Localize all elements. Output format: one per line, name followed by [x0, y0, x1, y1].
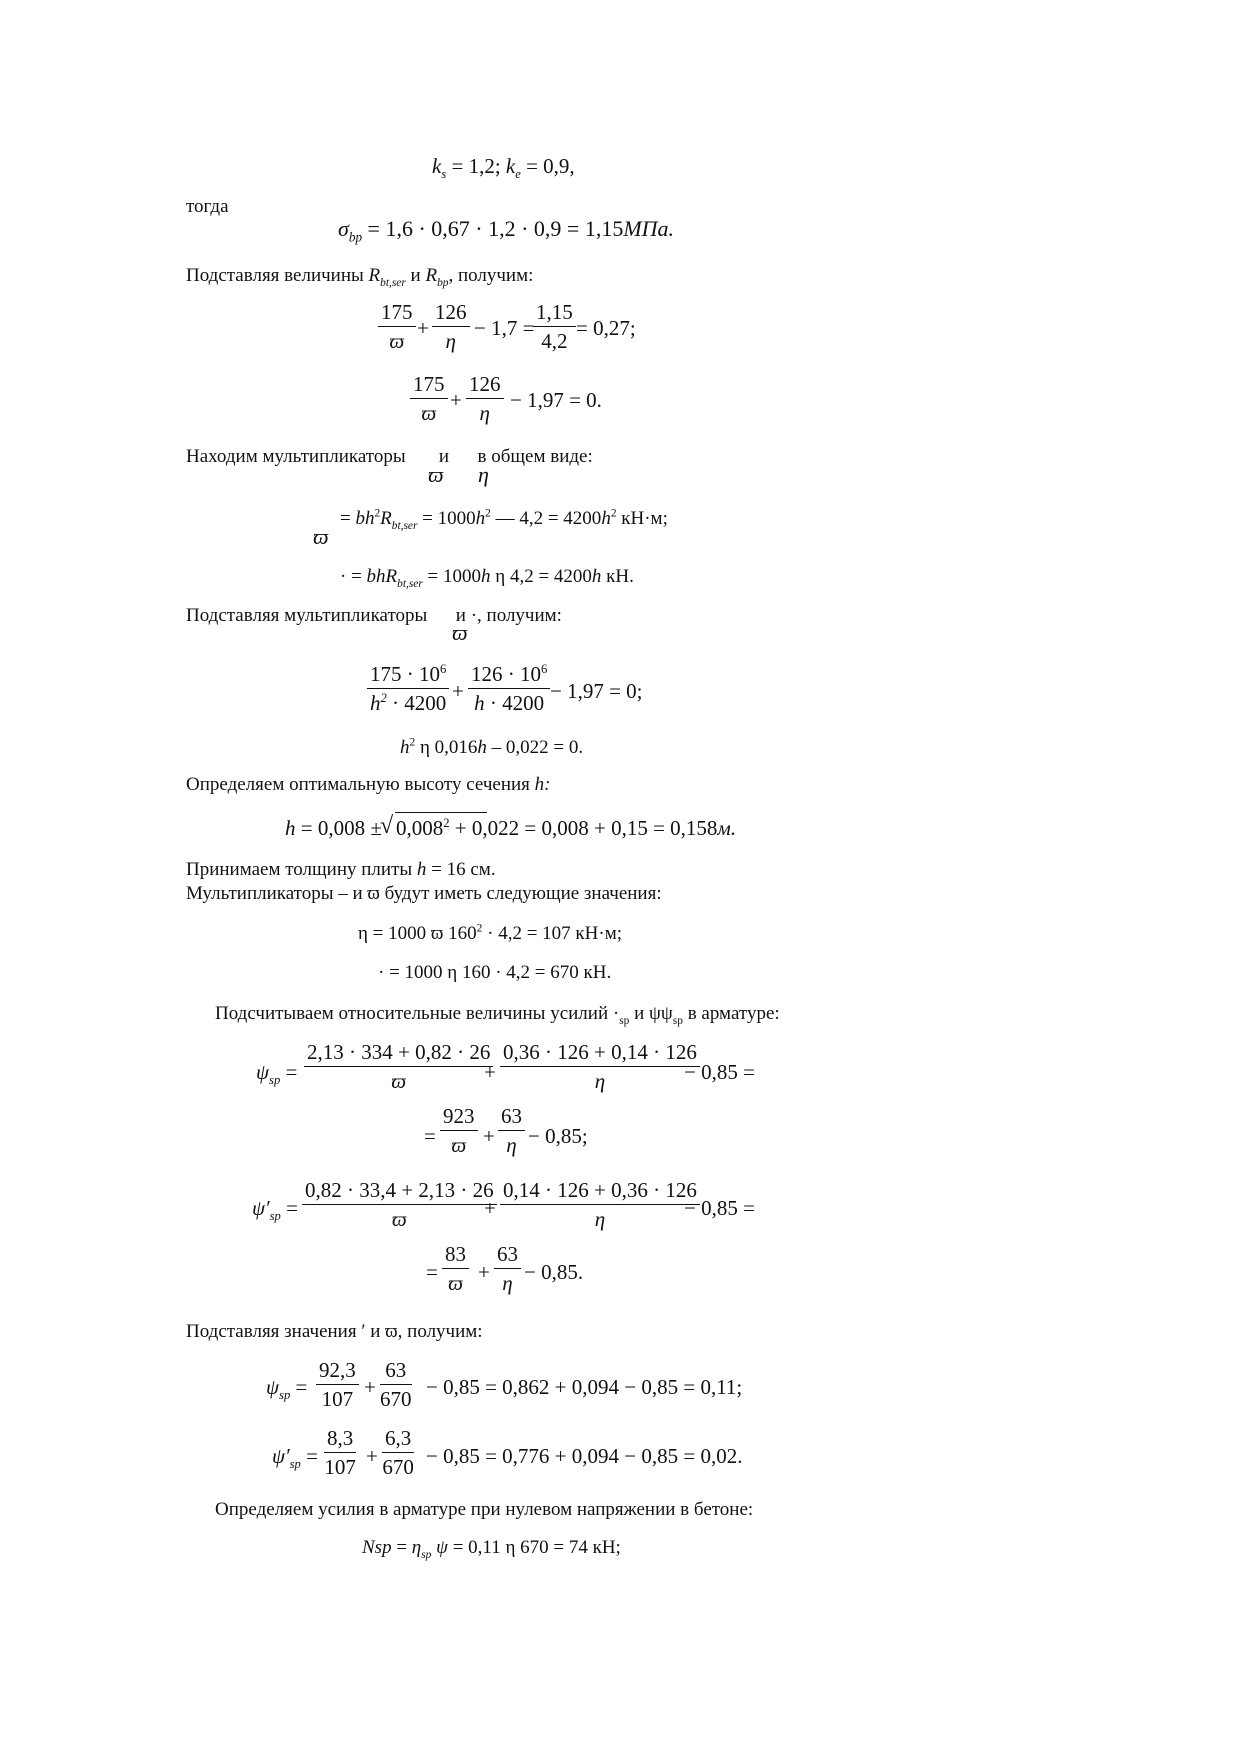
- text-togda: тогда: [186, 196, 229, 217]
- symbol-varpi: ϖ: [313, 524, 329, 549]
- text-prinim: Принимаем толщину плиты h = 16 см.: [186, 859, 496, 880]
- symbol-eta: η: [478, 462, 489, 487]
- text-opt-height: Определяем оптимальную высоту сечения h:: [186, 774, 551, 795]
- symbol-varpi: ϖ: [428, 462, 444, 487]
- formula-mult1: = $bh^2R_{bt,ser} = 1000h^2$ — $4,2 = 4200h^2$ кН·м;: [340, 507, 668, 532]
- formula-val2: · = 1000 η 160 · 4,2 = 670 кН.: [378, 962, 612, 983]
- formula-eq4: $h^2$ η 0,016h – 0,022 = 0.: [400, 736, 584, 758]
- formula-val1: η = 1000 ϖ $160^2 \cdot 4,2 = 107$ кН·м;: [358, 922, 622, 944]
- symbol-varpi: ϖ: [452, 620, 468, 645]
- formula-sigma-bp: $\sigma_{bp} = 1,6 \cdot 0,67 \cdot 1,2 \cdot 0,9 = 1,15МПа$.: [338, 216, 675, 245]
- text-podschit: Подсчитываем относительные величины усилий $\cdot_{sp}$ и $\psi\psi_{sp}$ в арматуре:: [215, 1003, 780, 1027]
- formula-nsp: Nsp = $\eta_{sp}$ ψ = 0,11 η 670 = 74 кН;: [362, 1537, 621, 1561]
- text-opr-usil: Определяем усилия в арматуре при нулевом напряжении в бетоне:: [215, 1499, 754, 1520]
- text-podstavlyaya-R: Подставляя величины $R_{bt,ser}$ и $R_{bp}$, получим:: [186, 265, 534, 289]
- text-podstavlyaya-mult: Подставляя мультипликаторы и ·, получим:: [186, 605, 562, 626]
- text-nahodim: Находим мультипликаторы и в общем виде:: [186, 446, 593, 467]
- formula-ks-ke: $k_s = 1,2$; $k_e = 0,9$,: [432, 154, 575, 182]
- formula-mult2: · = bhR$_{bt,ser}$ = 1000h η 4,2 = 4200h кН.: [340, 566, 634, 590]
- text-mult-values: Мультипликаторы – и ϖ будут иметь следующие значения:: [186, 883, 662, 904]
- text-podst-zn: Подставляя значения ′ и ϖ, получим:: [186, 1321, 483, 1342]
